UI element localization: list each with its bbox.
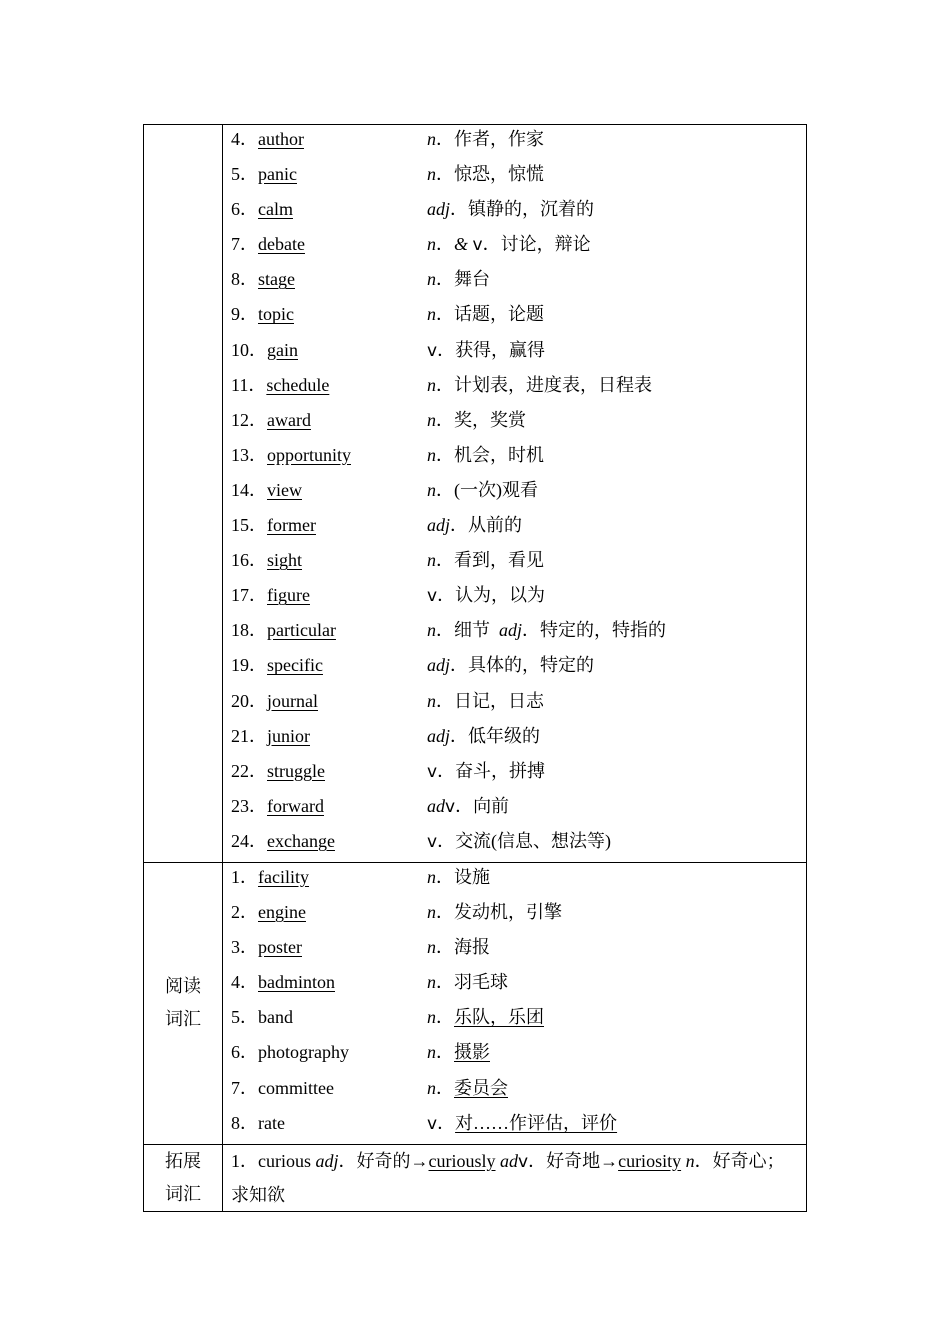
vocab-word: 13．opportunity [231, 444, 351, 465]
vocab-word: 17．figure [231, 585, 310, 606]
part-of-speech: n [427, 620, 436, 641]
word-text: opportunity [267, 444, 351, 465]
vocab-definition: adv．向前 [427, 795, 510, 817]
meaning: 话题，论题 [454, 304, 544, 325]
word-text: journal [267, 690, 318, 711]
part-of-speech: n [427, 690, 436, 711]
entry-number: 3 [231, 937, 240, 958]
word-text: schedule [266, 374, 330, 395]
vocab-row [223, 898, 806, 933]
entry-number: 23 [231, 795, 249, 816]
vocab-word: 5．panic [231, 164, 297, 185]
entry-number: 15 [231, 515, 249, 536]
word-text: struggle [267, 760, 325, 781]
vocab-definition: n．羽毛球 [427, 972, 508, 993]
reading-vocabulary-section [144, 862, 807, 1144]
meaning: 低年级的 [468, 725, 541, 746]
entry-number: 22 [231, 760, 249, 781]
meaning: 奖，奖赏 [454, 409, 526, 430]
word-text: facility [258, 866, 309, 887]
vocab-row [223, 651, 806, 686]
category-cell [144, 862, 223, 1144]
vocab-word: 18．particular [231, 620, 336, 641]
entry-number: 14 [231, 479, 249, 500]
entry-number: 7 [231, 1077, 240, 1098]
word-text: sight [267, 550, 303, 571]
extension-cell [223, 1144, 807, 1211]
entry-number: 9 [231, 304, 240, 325]
meaning: 认为，以为 [455, 585, 546, 606]
meaning: 好奇地→ [546, 1150, 619, 1171]
meaning: 羽毛球 [454, 972, 508, 993]
vocab-definition: adj．低年级的 [427, 725, 541, 746]
part-of-speech: adj [315, 1150, 339, 1171]
meaning: 向前 [473, 795, 510, 816]
vocab-row [223, 160, 806, 195]
word-list-cell [223, 125, 807, 863]
vocab-row [223, 336, 806, 371]
meaning: 设施 [454, 866, 490, 887]
vocab-row [223, 933, 806, 968]
part-of-speech: adj [427, 655, 451, 676]
part-of-speech: v [427, 761, 438, 782]
vocab-row [223, 616, 806, 651]
part-of-speech: n [427, 1007, 436, 1028]
vocab-word: 16．sight [231, 550, 303, 571]
meaning: 舞台 [454, 269, 490, 290]
vocab-row [223, 125, 806, 160]
vocab-word: 15．former [231, 515, 316, 536]
meaning: 特定的，特指的 [540, 620, 667, 641]
word-text: panic [258, 164, 297, 185]
meaning: 看到，看见 [454, 550, 544, 571]
vocab-word: 1．facility [231, 866, 309, 887]
category-label-line1: 阅读 [165, 976, 201, 997]
word-text: poster [258, 937, 302, 958]
vocab-word: 24．exchange [231, 830, 335, 851]
vocab-row [223, 968, 806, 1003]
word-text: author [258, 129, 304, 149]
vocab-definition: v．奋斗，拼搏 [427, 760, 546, 782]
word-text: forward [267, 795, 324, 816]
vocab-definition: n．摄影 [427, 1042, 490, 1063]
entry-number: 24 [231, 830, 249, 851]
vocab-row [223, 1038, 806, 1073]
vocab-row [223, 722, 806, 757]
vocab-word: 7．debate [231, 234, 305, 255]
vocab-definition: n．日记，日志 [427, 690, 544, 711]
entry-number: 1 [231, 866, 240, 887]
vocab-word: 6．photography [231, 1042, 349, 1063]
part-of-speech: n [427, 269, 436, 290]
word-text: photography [258, 1042, 349, 1063]
vocab-row [223, 230, 806, 265]
vocab-word: 4．author [231, 129, 304, 149]
part-of-speech: adv [500, 1150, 529, 1172]
part-of-speech: adj [427, 199, 451, 220]
part-of-speech: n [427, 1042, 436, 1063]
meaning: 好奇的→ [356, 1150, 429, 1171]
part-of-speech: n [685, 1150, 695, 1171]
part-of-speech: n [427, 409, 436, 430]
meaning: 发动机，引擎 [454, 902, 562, 923]
entry-number: 18 [231, 620, 249, 641]
part-of-speech: n [427, 1077, 436, 1098]
vocab-definition: n．海报 [427, 937, 490, 958]
meaning: (一次)观看 [454, 479, 538, 500]
entry-number: 8 [231, 1112, 240, 1133]
meaning: 具体的，特定的 [468, 655, 595, 676]
meaning: 日记，日志 [454, 690, 544, 711]
vocab-row [223, 687, 806, 722]
vocab-definition: v．交流(信息、想法等) [427, 830, 612, 852]
entry-number: 5 [231, 164, 240, 185]
vocab-definition: adj．从前的 [427, 515, 523, 536]
meaning: 作者，作家 [454, 129, 544, 149]
vocab-definition: n．委员会 [427, 1077, 508, 1098]
category-label-line2: 词汇 [165, 1183, 201, 1204]
entry-number: 11 [231, 374, 249, 395]
part-of-speech: v [427, 586, 438, 607]
vocab-row [223, 581, 806, 616]
part-of-speech: n [427, 479, 436, 500]
meaning: 好奇心；求知欲 [231, 1150, 785, 1205]
vocab-row [223, 511, 806, 546]
category-cell [144, 1144, 223, 1211]
meaning: 从前的 [468, 515, 523, 536]
vocab-definition: v．对……作评估，评价 [427, 1112, 618, 1134]
vocab-word: 5．band [231, 1007, 293, 1028]
vocab-word: 19．specific [231, 655, 323, 676]
vocab-definition: n．计划表，进度表，日程表 [427, 374, 652, 395]
meaning: 海报 [454, 937, 490, 958]
entry-number: 6 [231, 1042, 240, 1063]
vocab-definition: adj．镇静的，沉着的 [427, 199, 595, 220]
category-cell [144, 125, 223, 863]
word-text: debate [258, 234, 305, 255]
vocab-row [223, 863, 806, 898]
word-text: junior [267, 725, 310, 746]
vocab-row [223, 1074, 806, 1109]
vocab-row [223, 406, 806, 441]
part-of-speech: & v [454, 234, 483, 256]
vocab-definition: n．话题，论题 [427, 304, 544, 325]
core-word-list [223, 125, 806, 862]
entry-number: 17 [231, 585, 249, 606]
vocab-definition: n．乐队，乐团 [427, 1007, 544, 1028]
part-of-speech: n [427, 972, 436, 993]
entry-number: 1 [231, 1150, 240, 1171]
part-of-speech: n [427, 902, 436, 923]
vocab-definition: n．细节 adj．特定的，特指的 [427, 620, 667, 641]
entry-number: 5 [231, 1007, 240, 1028]
part-of-speech: n [427, 304, 436, 325]
word-text: specific [267, 655, 323, 676]
vocab-row [223, 300, 806, 335]
vocab-definition: n．& v．讨论，辩论 [427, 234, 591, 256]
part-of-speech: n [427, 129, 436, 149]
entry-number: 12 [231, 409, 249, 430]
meaning: 机会，时机 [454, 444, 544, 465]
vocab-word: 6．calm [231, 199, 293, 220]
meaning: 对……作评估，评价 [455, 1112, 618, 1133]
meaning: 委员会 [454, 1077, 508, 1098]
part-of-speech: adj [427, 725, 451, 746]
word-text: topic [258, 304, 294, 325]
meaning: 乐队，乐团 [454, 1007, 544, 1028]
vocab-row [223, 1003, 806, 1038]
vocab-definition: n．(一次)观看 [427, 479, 538, 500]
part-of-speech: v [427, 831, 438, 852]
vocab-row [223, 441, 806, 476]
vocab-definition: v．获得，赢得 [427, 339, 546, 361]
meaning: 镇静的，沉着的 [468, 199, 595, 220]
word-text: particular [267, 620, 336, 641]
vocab-word: 11．schedule [231, 374, 330, 395]
part-of-speech: n [427, 550, 436, 571]
vocab-word: 8．rate [231, 1112, 285, 1133]
part-of-speech: adj [499, 620, 523, 641]
vocab-definition: n．舞台 [427, 269, 490, 290]
word-text: view [267, 479, 302, 500]
entry-number: 7 [231, 234, 240, 255]
word-text: figure [267, 585, 310, 606]
meaning: 奋斗，拼搏 [455, 760, 546, 781]
vocab-definition: n．设施 [427, 866, 490, 887]
vocab-row [223, 371, 806, 406]
vocab-word: 3．poster [231, 937, 302, 958]
part-of-speech: n [427, 444, 436, 465]
vocab-row [223, 757, 806, 792]
entry-number: 13 [231, 444, 249, 465]
word-text: badminton [258, 972, 335, 993]
part-of-speech: n [427, 866, 436, 887]
reading-word-list [223, 863, 806, 1144]
entry-number: 4 [231, 129, 240, 149]
word-text: band [258, 1007, 293, 1028]
derived-word: curiously [428, 1150, 496, 1171]
vocab-word: 20．journal [231, 690, 318, 711]
part-of-speech: n [427, 234, 436, 255]
word-list-cell [223, 862, 807, 1144]
meaning: 摄影 [454, 1042, 490, 1063]
word-text: former [267, 515, 316, 536]
word-text: engine [258, 902, 306, 923]
vocab-row [223, 792, 806, 827]
vocab-word: 12．award [231, 409, 311, 430]
word-text: committee [258, 1077, 334, 1098]
vocab-row [223, 827, 806, 862]
entry-number: 4 [231, 972, 240, 993]
vocab-definition: n．机会，时机 [427, 444, 544, 465]
part-of-speech: n [427, 937, 436, 958]
part-of-speech: n [427, 164, 436, 185]
meaning: 获得，赢得 [455, 339, 546, 360]
vocab-row [223, 195, 806, 230]
word-text: gain [267, 339, 298, 360]
vocab-word: 23．forward [231, 795, 324, 816]
word-text: exchange [267, 830, 335, 851]
entry-number: 20 [231, 690, 249, 711]
derived-word: curiosity [618, 1150, 682, 1171]
meaning: 细节 [454, 620, 490, 641]
word-text: calm [258, 199, 293, 220]
vocab-definition: adj．具体的，特定的 [427, 655, 595, 676]
part-of-speech: n [427, 374, 436, 395]
vocab-definition: n．作者，作家 [427, 129, 544, 149]
vocab-row [223, 476, 806, 511]
entry-number: 2 [231, 902, 240, 923]
entry-number: 19 [231, 655, 249, 676]
vocabulary-table [143, 124, 807, 1212]
part-of-speech: adj [427, 515, 451, 536]
entry-number: 16 [231, 550, 249, 571]
meaning: 讨论，辩论 [500, 234, 591, 255]
word-text: rate [258, 1112, 285, 1133]
extension-entry: 1．curious adj．好奇的→curiously adv．好奇地→curiosity n．好奇心；求知欲 [231, 1150, 785, 1205]
extension-vocabulary-section [144, 1144, 807, 1211]
category-label-line2: 词汇 [165, 1009, 201, 1030]
vocab-definition: v．认为，以为 [427, 585, 546, 607]
vocab-row [223, 265, 806, 300]
vocab-word: 4．badminton [231, 972, 335, 993]
vocab-word: 7．committee [231, 1077, 334, 1098]
vocab-definition: n．惊恐，惊慌 [427, 164, 544, 185]
entry-number: 10 [231, 339, 249, 360]
word-text: stage [258, 269, 295, 290]
category-label-line1: 拓展 [165, 1150, 201, 1171]
vocab-word: 10．gain [231, 339, 298, 360]
vocab-row [223, 546, 806, 581]
entry-number: 21 [231, 725, 249, 746]
core-vocabulary-section [144, 125, 807, 863]
vocab-word: 8．stage [231, 269, 295, 290]
base-word: curious [258, 1150, 311, 1171]
vocab-word: 21．junior [231, 725, 310, 746]
word-text: award [267, 409, 311, 430]
vocab-word: 22．struggle [231, 760, 325, 781]
vocab-definition: n．看到，看见 [427, 550, 544, 571]
vocab-word: 14．view [231, 479, 302, 500]
meaning: 惊恐，惊慌 [454, 164, 544, 185]
part-of-speech: v [427, 1113, 438, 1134]
vocab-word: 2．engine [231, 902, 306, 923]
part-of-speech: v [427, 340, 438, 361]
vocab-definition: n．发动机，引擎 [427, 902, 562, 923]
entry-number: 8 [231, 269, 240, 290]
vocab-definition: n．奖，奖赏 [427, 409, 526, 430]
part-of-speech: adv [427, 795, 456, 817]
vocab-row [223, 1109, 806, 1144]
meaning: 交流(信息、想法等) [455, 830, 612, 851]
vocab-word: 9．topic [231, 304, 294, 325]
meaning: 计划表，进度表，日程表 [454, 374, 652, 395]
entry-number: 6 [231, 199, 240, 220]
